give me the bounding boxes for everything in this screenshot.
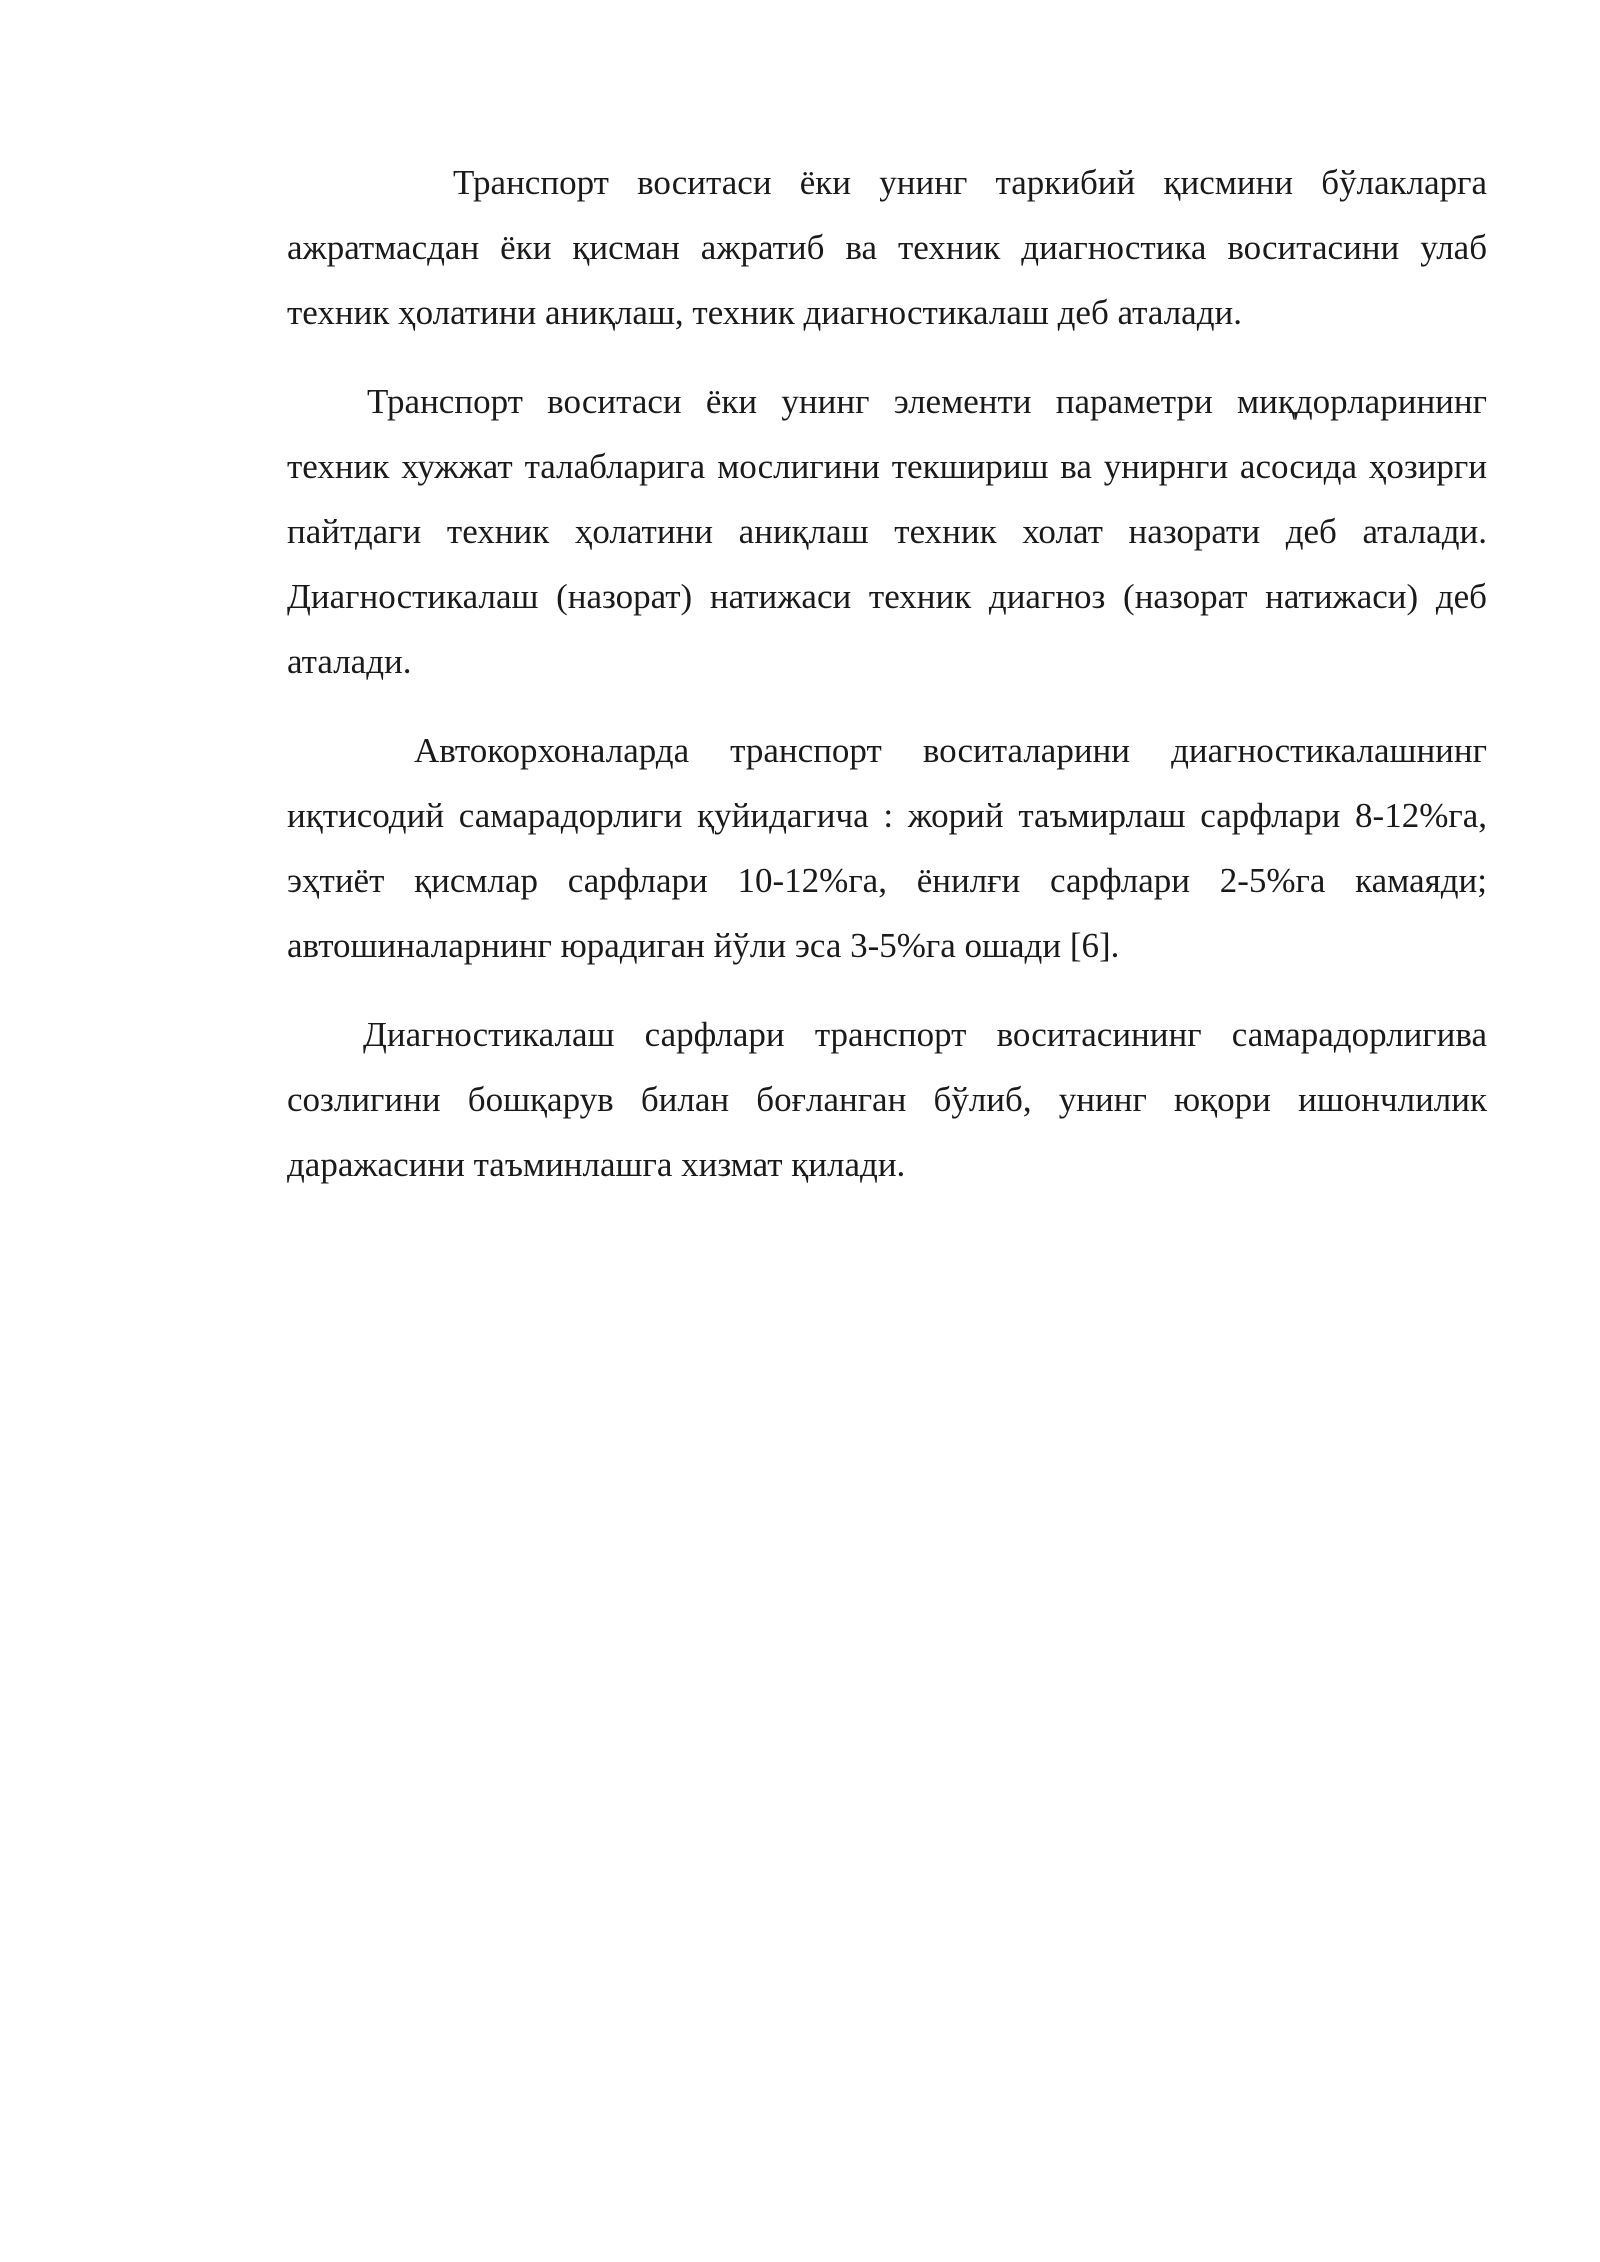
paragraph-3: Автокорхоналарда транспорт воситаларини диагностикалашнинг иқтисодий самарадорлиги қуйидагича : жорий таъмирлаш сарфлари 8-12%га, эҳтиёт қисмлар сарфлари 10-12%га, ёнилғи сарфлари 2-5%га камаяди; автошиналарнинг юрадиган йўли эса 3-5%га ошади [6]. — [287, 731, 1487, 965]
paragraph-4: Диагностикалаш сарфлари транспорт воситасининг самарадорлигива созлигини бошқарув билан боғланган бўлиб, унинг юқори ишончлилик даражасини таъминлашга хизмат қилади. — [287, 1015, 1487, 1184]
paragraph-2: Транспорт воситаси ёки унинг элементи параметри миқдорларининг техник хужжат талабларига мослигини текшириш ва унирнги асосида ҳозирги пайтдаги техник ҳолатини аниқлаш техник холат назорати деб аталади. Диагностикалаш (назорат) натижаси техник диагноз (назорат натижаси) деб аталади. — [287, 382, 1487, 681]
body-text — [287, 150, 1487, 1221]
paragraph-1: Транспорт воситаси ёки унинг таркибий қисмини бўлакларга ажратмасдан ёки қисман ажратиб ва техник диагностика воситасини улаб техник ҳолатини аниқлаш, техник диагностикалаш деб аталади. — [287, 163, 1487, 332]
